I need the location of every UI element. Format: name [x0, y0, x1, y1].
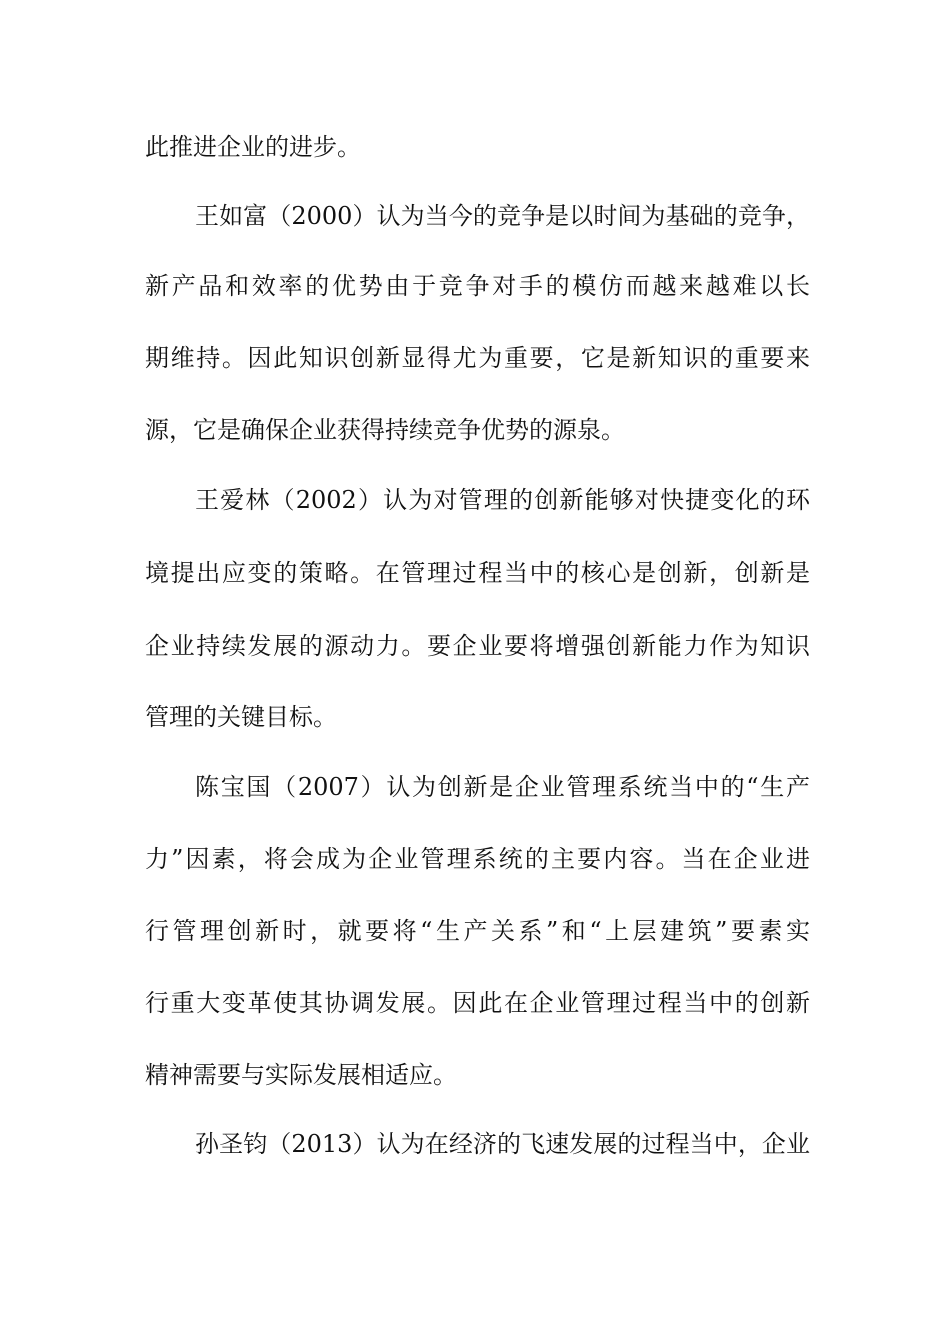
paragraph-first-line: 王爱林（2002）认为对管理的创新能够对快捷变化的环 — [195, 486, 810, 514]
text-line: 此推进企业的进步。 — [145, 133, 361, 161]
paragraph-first-line: 王如富（2000）认为当今的竞争是以时间为基础的竞争， — [195, 202, 810, 230]
text-line: 新产品和效率的优势由于竞争对手的模仿而越来越难以长 — [145, 272, 810, 300]
text-line: 管理的关键目标。 — [145, 703, 337, 731]
text-line: 境提出应变的策略。在管理过程当中的核心是创新，创新是 — [145, 559, 810, 587]
text-line: 精神需要与实际发展相适应。 — [145, 1061, 457, 1089]
text-line: 期维持。因此知识创新显得尤为重要，它是新知识的重要来 — [145, 344, 810, 372]
text-line: 力”因素，将会成为企业管理系统的主要内容。当在企业进 — [145, 845, 810, 873]
text-line: 企业持续发展的源动力。要企业要将增强创新能力作为知识 — [145, 632, 810, 660]
paragraph-first-line: 孙圣钧（2013）认为在经济的飞速发展的过程当中，企业 — [195, 1130, 810, 1158]
paragraph-first-line: 陈宝国（2007）认为创新是企业管理系统当中的“生产 — [195, 773, 810, 801]
text-line: 源，它是确保企业获得持续竞争优势的源泉。 — [145, 416, 625, 444]
text-line: 行重大变革使其协调发展。因此在企业管理过程当中的创新 — [145, 989, 810, 1017]
text-line: 行管理创新时，就要将“生产关系”和“上层建筑”要素实 — [145, 917, 810, 945]
